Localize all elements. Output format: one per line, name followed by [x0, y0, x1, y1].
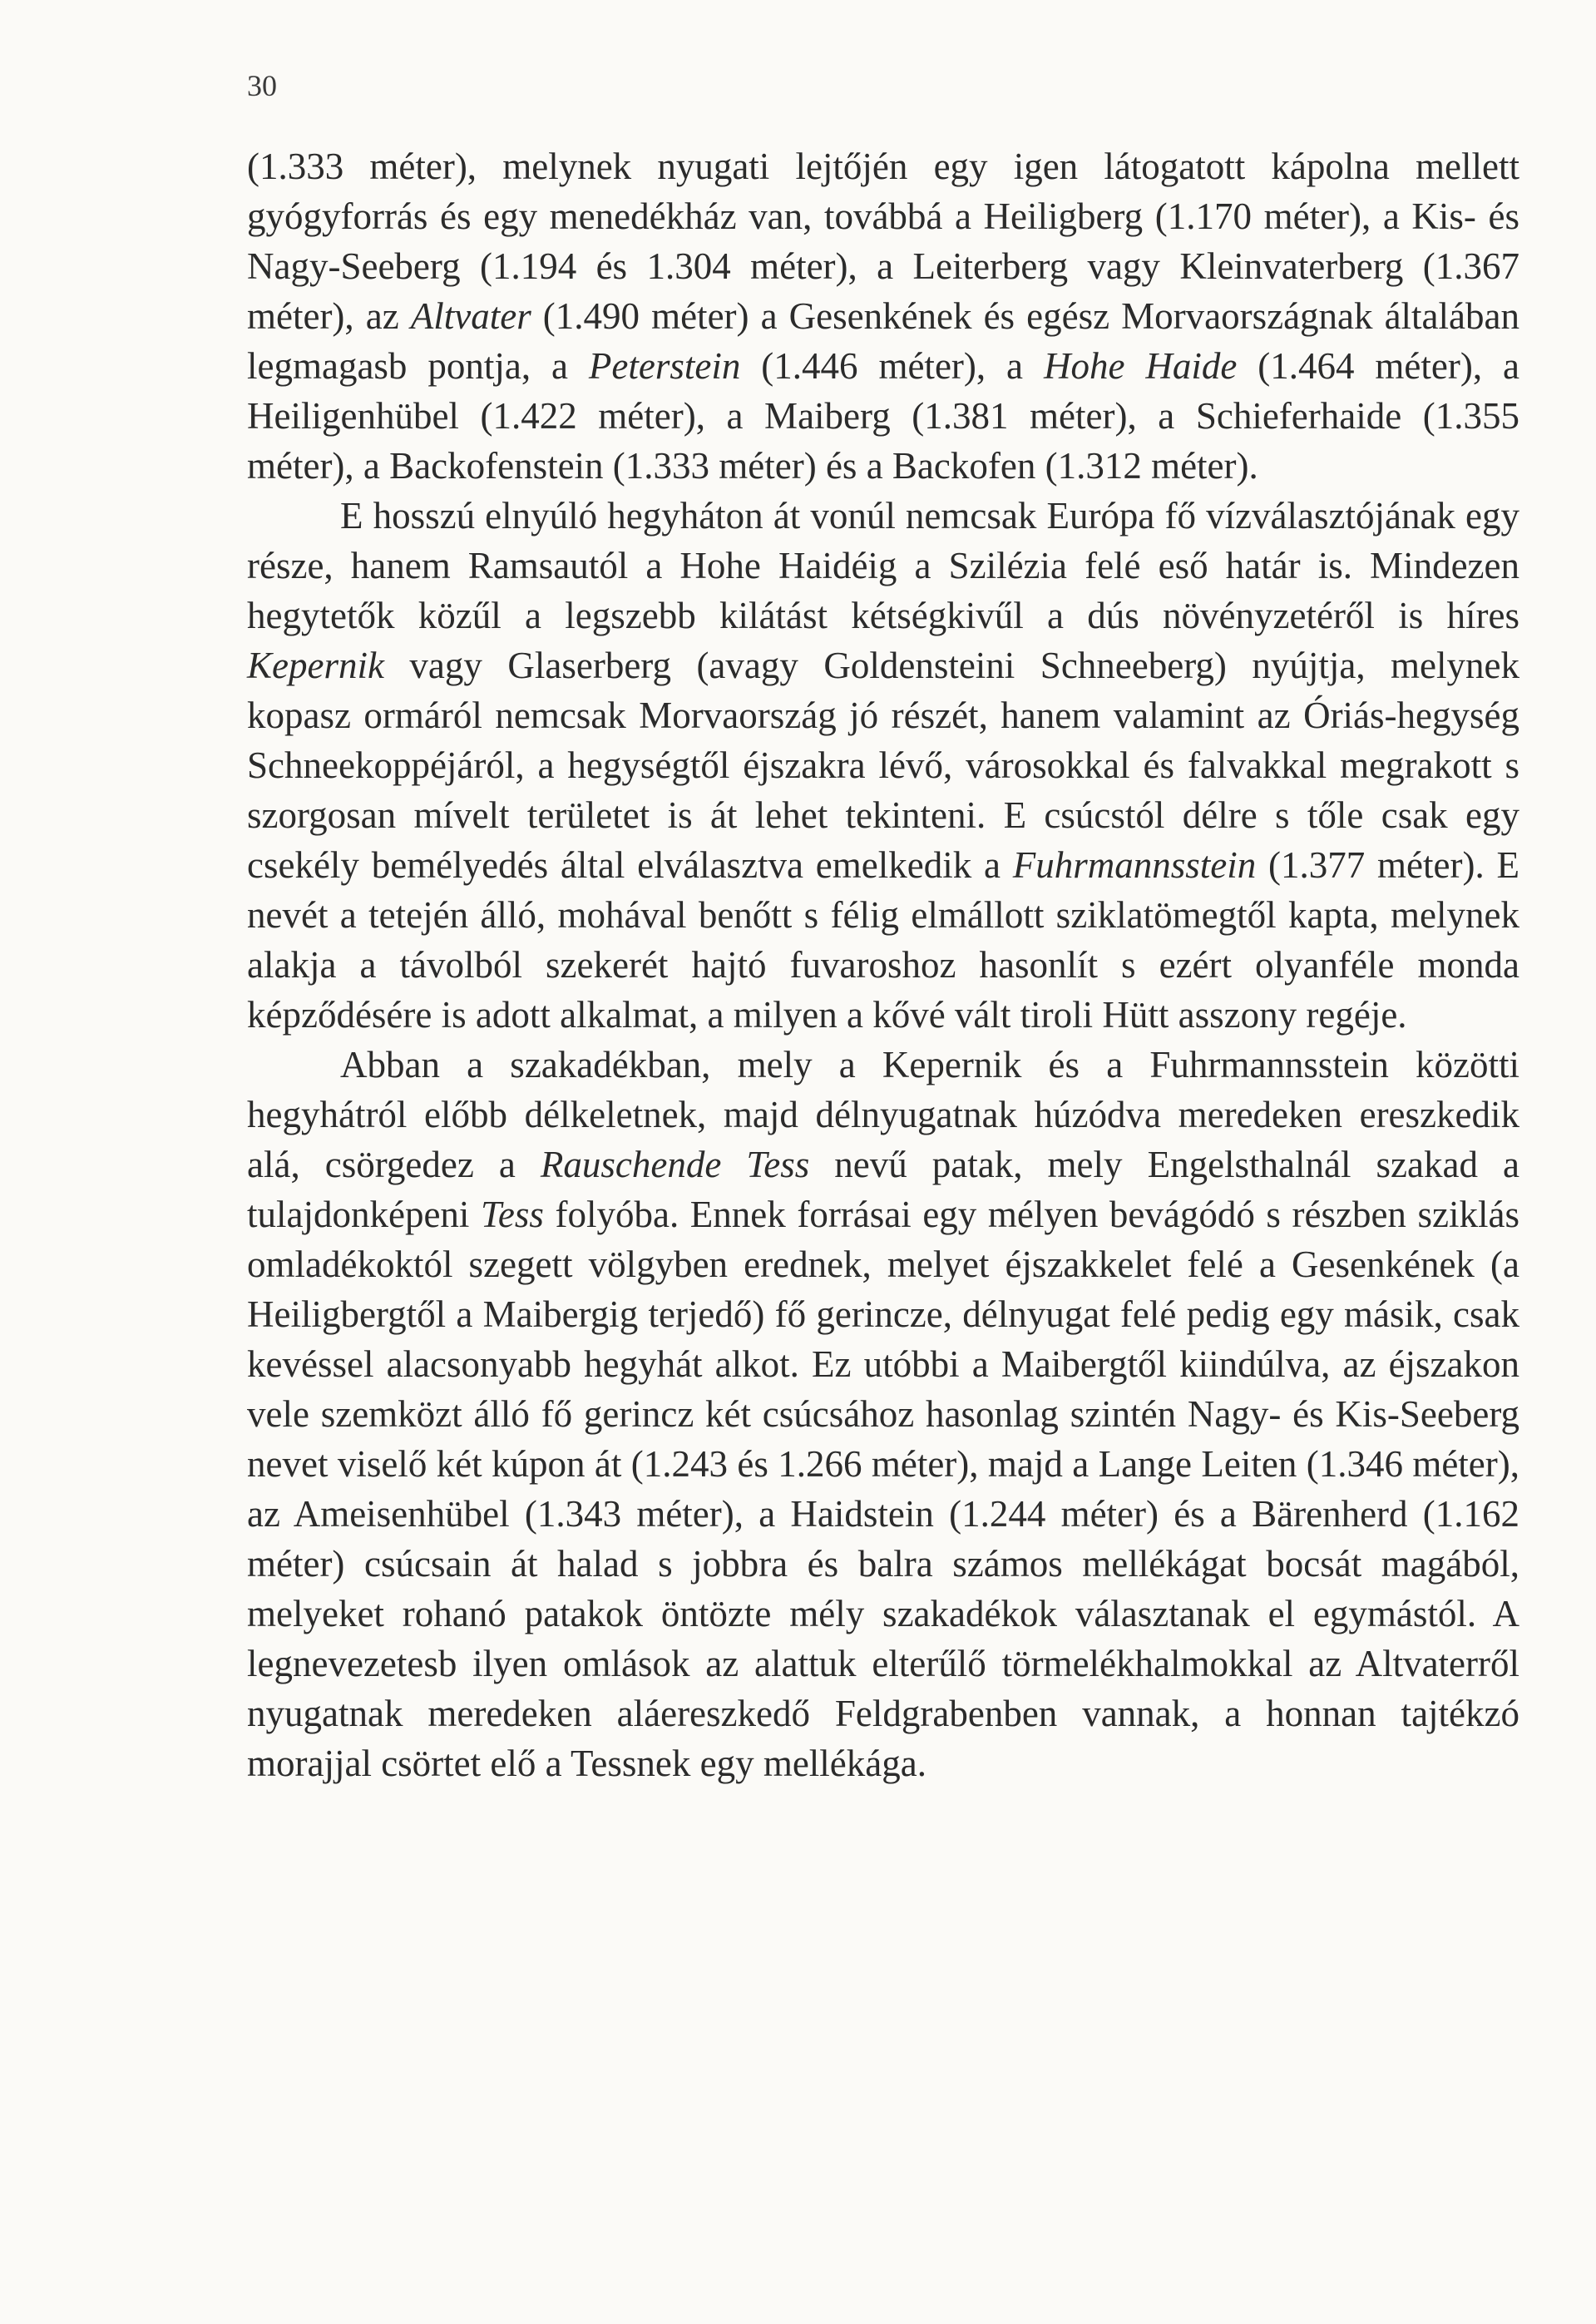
peterstein-term: Peterstein — [588, 345, 741, 387]
p2-text-c: (1.377 méter). E nevét a tetején álló, mohával benőtt s félig elmállott sziklatömegtől kapta, melynek alakja a távolból szekerét hajtó fuvaroshoz hasonlít s ezért olyanféle monda képződésére is adott alkalmat, a milyen a kővé vált tiroli Hütt asszony regéje. — [247, 844, 1519, 1036]
altvater-term: Altvater — [410, 295, 531, 337]
p2-text-a: E hosszú elnyúló hegyháton át vonúl nemcsak Európa fő vízválasztójának egy része, hanem Ramsautól a Hohe Haidéig a Szilézia felé eső határ is. Mindezen hegytetők közűl a legszebb kilátást kétségkivűl a dús növényzetéről is híres — [247, 495, 1519, 636]
paragraph-2 — [247, 491, 1519, 1040]
page-number: 30 — [247, 69, 277, 102]
fuhrmannsstein-term: Fuhrmannsstein — [1012, 844, 1257, 886]
p1-text-b: (1.490 méter) a Gesenkének és egész Morvaországnak általában legmagasb pontja, a — [247, 295, 1519, 387]
hohe-haide-term: Hohe Haide — [1043, 345, 1238, 387]
paragraph-3 — [247, 1040, 1519, 1788]
p1-text-c: (1.446 méter), a — [740, 345, 1044, 387]
p1-text-a: (1.333 méter), melynek nyugati lejtőjén egy igen látogatott kápolna mellett gyógyforrás és egy menedékház van, továbbá a Heiligberg (1.170 méter), a Kis- és Nagy-Seeberg (1.194 és 1.304 méter), a Leiterberg vagy Kleinvaterberg (1.367 méter), az — [247, 146, 1519, 337]
paragraph-1 — [247, 141, 1519, 491]
p3-text-c: folyóba. Ennek forrásai egy mélyen bevágódó s részben sziklás omladékoktól szegett völgyben erednek, melyet éjszakkelet felé a Gesenkének (a Heiligbergtől a Maibergig terjedő) fő gerincze, délnyugat felé pedig egy másik, csak kevéssel alacsonyabb hegyhát alkot. Ez utóbbi a Maibergtől kiindúlva, az éjszakon vele szemközt álló fő gerincz két csúcsához hasonlag szintén Nagy- és Kis-Seeberg nevet viselő két kúpon át (1.243 és 1.266 méter), majd a Lange Leiten (1.346 méter), az Ameisenhübel (1.343 méter), a Haidstein (1.244 méter) és a Bärenherd (1.162 méter) csúcsain át halad s jobbra és balra számos mellékágat bocsát magából, melyeket rohanó patakok öntözte mély szakadékok választanak el egymástól. A legnevezetesb ilyen omlások az alattuk elterűlő törmelékhalmokkal az Altvaterről nyugatnak meredeken aláereszkedő Feldgrabenben vannak, a honnan tajtékzó morajjal csörtet elő a Tessnek egy mellékága. — [247, 1194, 1519, 1784]
p3-text-a: Abban a szakadékban, mely a Kepernik és a Fuhrmannsstein közötti hegyhátról előbb délkeletnek, majd délnyugatnak húzódva meredeken ereszkedik alá, csörgedez a — [247, 1044, 1519, 1185]
p3-text-b: nevű patak, mely Engelsthalnál szakad a tulajdonképeni — [247, 1144, 1519, 1235]
tess-term: Tess — [481, 1194, 544, 1235]
body-text — [247, 141, 1519, 1788]
p1-text-d: (1.464 méter), a Heiligenhübel (1.422 méter), a Maiberg (1.381 méter), a Schieferhaide (1.355 méter), a Backofenstein (1.333 méter) és a Backofen (1.312 méter). — [247, 345, 1519, 487]
rauschende-tess-term: Rauschende Tess — [540, 1144, 810, 1185]
p2-text-b: vagy Glaserberg (avagy Goldensteini Schneeberg) nyújtja, melynek kopasz ormáról nemcsak Morvaország jó részét, hanem valamint az Óriás-hegység Schneekoppéjáról, a hegységtől éjszakra lévő, városokkal és falvakkal megrakott s szorgosan mívelt területet is át lehet tekinteni. E csúcstól délre s tőle csak egy csekély bemélyedés által elválasztva emelkedik a — [247, 645, 1519, 886]
kepernik-term: Kepernik — [247, 645, 384, 686]
